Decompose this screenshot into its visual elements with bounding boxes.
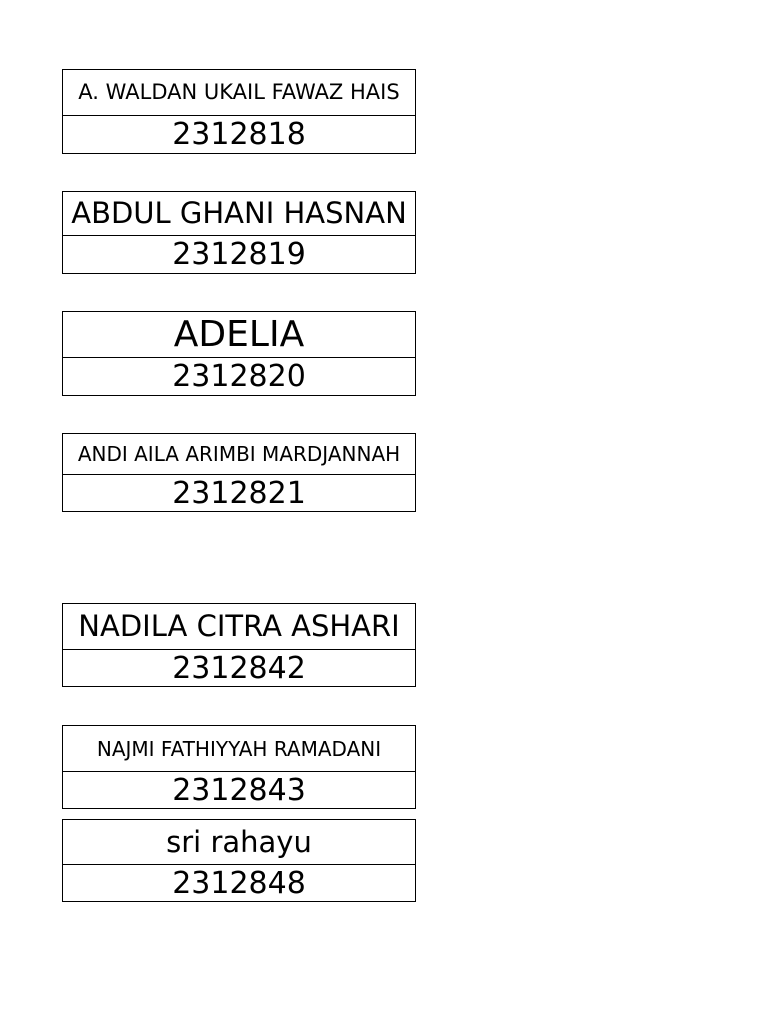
student-label-card bbox=[62, 819, 416, 902]
student-label-card bbox=[62, 433, 416, 512]
student-name: NAJMI FATHIYYAH RAMADANI bbox=[63, 726, 415, 772]
student-name: ADELIA bbox=[63, 312, 415, 358]
student-name: ANDI AILA ARIMBI MARDJANNAH bbox=[63, 434, 415, 475]
student-name: sri rahayu bbox=[63, 820, 415, 865]
student-id: 2312848 bbox=[172, 865, 306, 901]
student-id: 2312842 bbox=[172, 650, 306, 686]
student-label-card bbox=[62, 69, 416, 154]
student-id: 2312821 bbox=[172, 475, 306, 511]
student-label-card bbox=[62, 191, 416, 274]
student-id: 2312820 bbox=[172, 359, 306, 394]
student-label-card bbox=[62, 603, 416, 687]
student-id: 2312819 bbox=[172, 237, 306, 272]
student-label-card bbox=[62, 311, 416, 396]
student-label-card bbox=[62, 725, 416, 809]
student-name: A. WALDAN UKAIL FAWAZ HAIS bbox=[63, 70, 415, 116]
student-name: NADILA CITRA ASHARI bbox=[63, 604, 415, 650]
student-name: ABDUL GHANI HASNAN bbox=[63, 192, 415, 236]
student-id: 2312818 bbox=[172, 117, 306, 152]
student-id: 2312843 bbox=[172, 772, 306, 808]
